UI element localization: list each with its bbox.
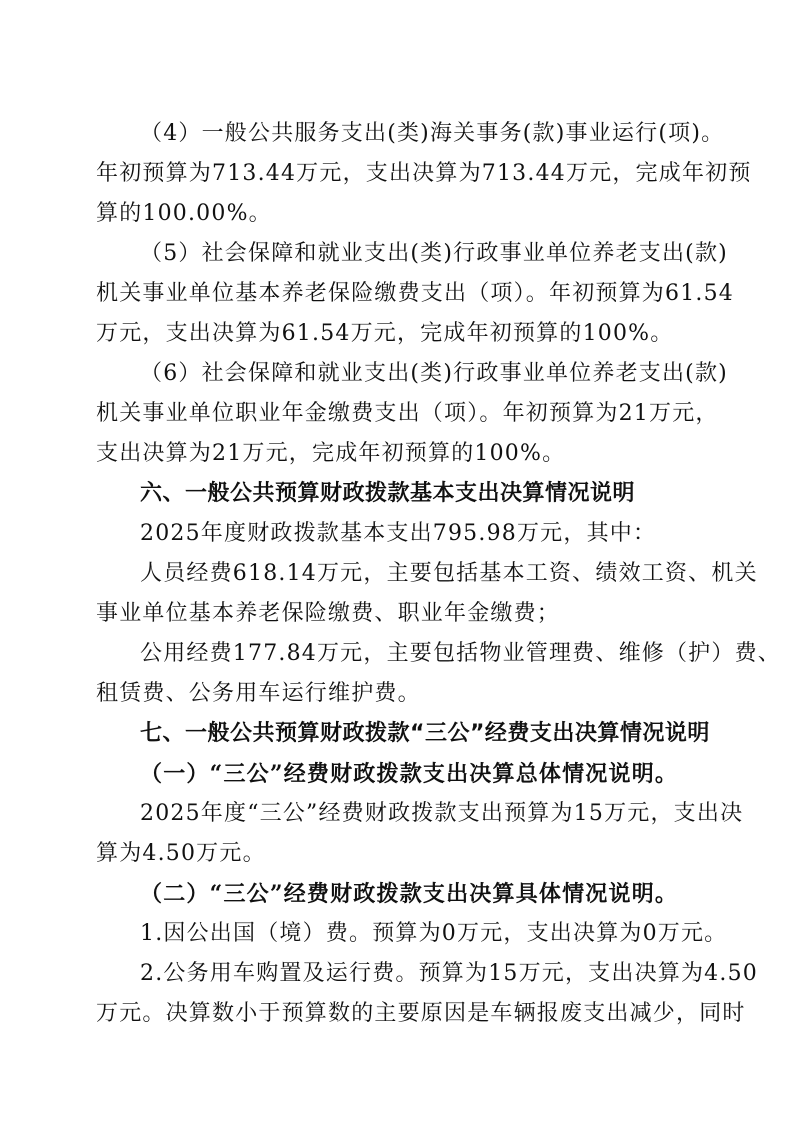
subheading-two: （二）“三公”经费财政拨款支出决算具体情况说明。 bbox=[140, 881, 679, 907]
paragraph-line-5: 机关事业单位基本养老保险缴费支出（项）。年初预算为61.54 bbox=[96, 281, 734, 306]
paragraph-line-7: （6）社会保障和就业支出(类)行政事业单位养老支出(款) bbox=[140, 361, 728, 386]
paragraph-line-9: 支出决算为21万元，完成年初预算的100%。 bbox=[96, 441, 566, 466]
paragraph-line-3: 算的100.00%。 bbox=[96, 201, 272, 226]
paragraph-line-16: 算为4.50万元。 bbox=[96, 841, 266, 866]
section-heading-six: 六、一般公共预算财政拨款基本支出决算情况说明 bbox=[140, 481, 636, 506]
paragraph-line-1: （4）一般公共服务支出(类)海关事务(款)事业运行(项)。 bbox=[140, 121, 725, 146]
paragraph-line-15: 2025年度“三公”经费财政拨款支出预算为15万元，支出决 bbox=[140, 801, 744, 826]
paragraph-line-2: 年初预算为713.44万元，支出决算为713.44万元，完成年初预 bbox=[96, 161, 752, 186]
paragraph-line-12: 事业单位基本养老保险缴费、职业年金缴费； bbox=[96, 601, 561, 626]
paragraph-line-18: 2.公务用车购置及运行费。预算为15万元，支出决算为4.50 bbox=[140, 961, 758, 986]
paragraph-line-6: 万元，支出决算为61.54万元，完成年初预算的100%。 bbox=[96, 321, 674, 346]
paragraph-line-13: 公用经费177.84万元，主要包括物业管理费、维修（护）费、 bbox=[140, 641, 781, 666]
paragraph-line-19: 万元。决算数小于预算数的主要原因是车辆报废支出减少，同时 bbox=[96, 1001, 746, 1026]
subheading-one: （一）“三公”经费财政拨款支出决算总体情况说明。 bbox=[140, 761, 679, 787]
section-heading-seven: 七、一般公共预算财政拨款“三公”经费支出决算情况说明 bbox=[140, 721, 710, 746]
paragraph-line-14: 租赁费、公务用车运行维护费。 bbox=[96, 681, 421, 706]
paragraph-line-17: 1.因公出国（境）费。预算为0万元，支出决算为0万元。 bbox=[140, 921, 728, 946]
paragraph-line-10: 2025年度财政拨款基本支出795.98万元，其中： bbox=[140, 521, 657, 546]
paragraph-line-8: 机关事业单位职业年金缴费支出（项）。年初预算为21万元， bbox=[96, 401, 719, 426]
paragraph-line-4: （5）社会保障和就业支出(类)行政事业单位养老支出(款) bbox=[140, 241, 728, 266]
paragraph-line-11: 人员经费618.14万元，主要包括基本工资、绩效工资、机关 bbox=[140, 561, 758, 586]
